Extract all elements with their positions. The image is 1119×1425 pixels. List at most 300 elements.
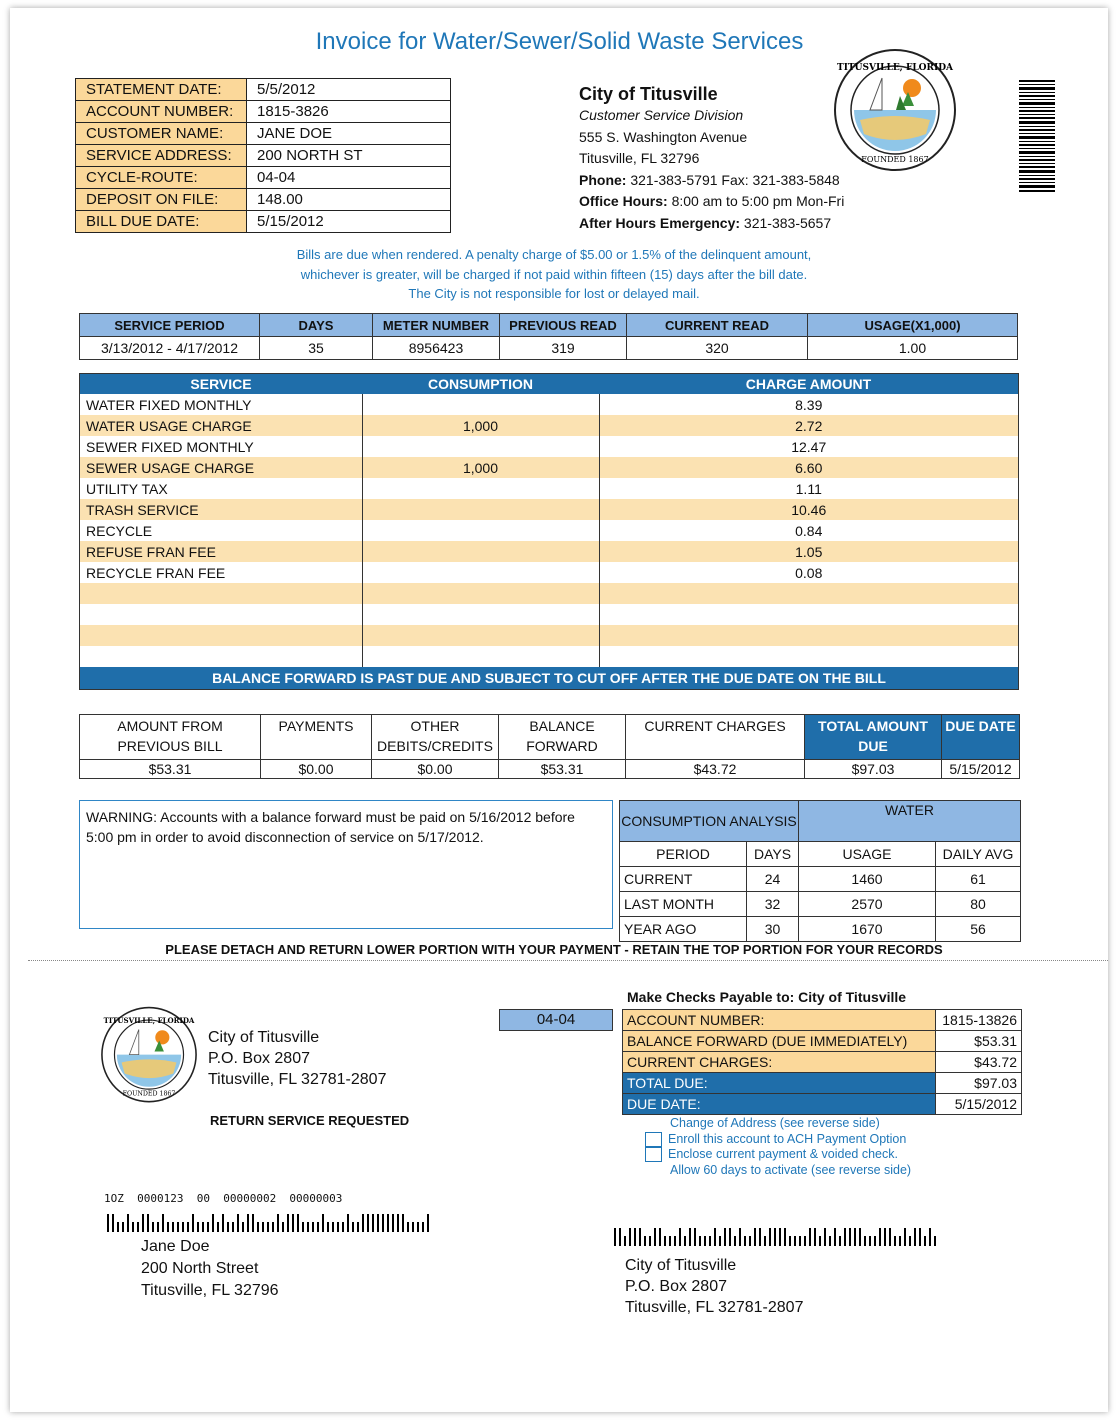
statement-value: 148.00 (247, 189, 451, 211)
service-row (80, 562, 1019, 583)
penalty-notice (0, 245, 1108, 304)
service-name: SEWER FIXED MONTHLY (80, 436, 363, 457)
ach-enroll-label: Enroll this account to ACH Payment Option (668, 1131, 907, 1146)
service-name: WATER USAGE CHARGE (80, 415, 363, 436)
barcode-bar (874, 1236, 876, 1246)
barcode-bar (147, 1214, 149, 1232)
barcode-bar (177, 1222, 179, 1232)
summary-value: $53.31 (80, 760, 261, 779)
consumption-analysis-table (619, 800, 1021, 942)
statement-info-table (75, 78, 451, 233)
pay-label: DUE DATE: (623, 1094, 936, 1115)
summary-header: TOTAL AMOUNT DUE (805, 715, 942, 760)
bill-summary-table (79, 714, 1020, 779)
barcode-bar (162, 1214, 164, 1232)
return-service-requested: RETURN SERVICE REQUESTED (210, 1113, 410, 1128)
col-header: DAYS (747, 842, 799, 867)
consumption-value: 1,000 (362, 457, 599, 478)
barcode-bar (187, 1222, 189, 1232)
barcode-bar (894, 1236, 896, 1246)
summary-value: $0.00 (261, 760, 372, 779)
barcode-bar (814, 1228, 816, 1246)
summary-header: DUE DATE (942, 715, 1020, 760)
barcode-bar (899, 1236, 901, 1246)
summary-header: BALANCE FORWARD (499, 715, 626, 760)
barcode-bar (322, 1214, 324, 1232)
vertical-barcode (1019, 80, 1055, 192)
cell: 8956423 (373, 337, 500, 360)
service-row (80, 436, 1019, 457)
payment-options (645, 1116, 911, 1178)
statement-value: 04-04 (247, 167, 451, 189)
col-header: DAYS (260, 314, 373, 337)
barcode-bar (227, 1222, 229, 1232)
cell: 3/13/2012 - 4/17/2012 (80, 337, 260, 360)
barcode-bar (769, 1228, 771, 1246)
barcode-bar (664, 1236, 666, 1246)
barcode-bar (122, 1222, 124, 1232)
city-address-line1: 555 S. Washington Avenue (579, 128, 748, 145)
barcode-bar (764, 1236, 766, 1246)
barcode-bar (644, 1236, 646, 1246)
barcode-bar (879, 1228, 881, 1246)
summary-value: 5/15/2012 (942, 760, 1020, 779)
barcode-bar (112, 1214, 114, 1232)
consumption-value (362, 625, 599, 646)
customer-address (141, 1236, 279, 1302)
consumption-utility: WATER (799, 801, 1021, 842)
statement-value: 5/5/2012 (247, 79, 451, 101)
service-row (80, 394, 1019, 415)
consumption-value: 1,000 (362, 415, 599, 436)
barcode-bar (749, 1236, 751, 1246)
barcode-bar (884, 1228, 886, 1246)
barcode-bar (367, 1214, 369, 1232)
days-cell: 30 (747, 917, 799, 942)
summary-value: $97.03 (805, 760, 942, 779)
service-name: RECYCLE FRAN FEE (80, 562, 363, 583)
hours-label: Office Hours: (579, 193, 668, 209)
barcode-bar (684, 1236, 686, 1246)
barcode-bar (859, 1228, 861, 1246)
col-header: METER NUMBER (373, 314, 500, 337)
service-row (80, 520, 1019, 541)
barcode-bar (794, 1236, 796, 1246)
barcode-bar (729, 1228, 731, 1246)
barcode-bar (909, 1236, 911, 1246)
charge-amount (599, 625, 1019, 646)
barcode-bar (639, 1228, 641, 1246)
col-header: PREVIOUS READ (500, 314, 627, 337)
col-header: DAILY AVG (936, 842, 1021, 867)
scan-line: 1OZ 0000123 00 00000002 00000003 (104, 1192, 343, 1205)
barcode-bar (362, 1214, 364, 1232)
barcode-bar (809, 1228, 811, 1246)
charge-amount (599, 646, 1019, 667)
barcode-bar (789, 1236, 791, 1246)
city-postal-barcode (614, 1228, 946, 1248)
barcode-bar (242, 1222, 244, 1232)
charge-amount: 6.60 (599, 457, 1019, 478)
consumption-value (362, 436, 599, 457)
cell: 319 (500, 337, 627, 360)
barcode-bar (744, 1236, 746, 1246)
service-row (80, 457, 1019, 478)
charge-amount (599, 604, 1019, 625)
barcode-bar (714, 1228, 716, 1246)
col-header: SERVICE PERIOD (80, 314, 260, 337)
col-header: PERIOD (620, 842, 747, 867)
detach-instruction: PLEASE DETACH AND RETURN LOWER PORTION WITH YOUR PAYMENT - RETAIN THE TOP PORTION FOR YOUR RECORDS (165, 942, 943, 957)
barcode-bar (202, 1222, 204, 1232)
service-period-table (79, 313, 1018, 360)
charge-amount: 10.46 (599, 499, 1019, 520)
barcode-bar (212, 1214, 214, 1232)
barcode-bar (679, 1228, 681, 1246)
barcode-bar (172, 1222, 174, 1232)
customer-line2: Titusville, FL 32796 (141, 1282, 279, 1299)
ach-activate-note: Allow 60 days to activate (see reverse side) (670, 1162, 912, 1177)
barcode-bar (619, 1228, 621, 1246)
summary-header: CURRENT CHARGES (626, 715, 805, 760)
barcode-bar (247, 1214, 249, 1232)
col-header: USAGE (799, 842, 936, 867)
barcode-bar (217, 1222, 219, 1232)
service-row (80, 604, 1019, 625)
pay-value: 1815-13826 (936, 1010, 1022, 1031)
past-due-banner: BALANCE FORWARD IS PAST DUE AND SUBJECT TO CUT OFF AFTER THE DUE DATE ON THE BILL (80, 667, 1019, 690)
pay-label: BALANCE FORWARD (DUE IMMEDIATELY) (623, 1031, 936, 1052)
days-cell: 32 (747, 892, 799, 917)
usage-cell: 2570 (799, 892, 936, 917)
charge-amount: 1.11 (599, 478, 1019, 499)
statement-label: SERVICE ADDRESS: (76, 145, 247, 167)
seal-bottom-text: FOUNDED 1867 (861, 155, 929, 164)
barcode-bar (237, 1214, 239, 1232)
remit-name: City of Titusville (208, 1029, 320, 1046)
barcode-bar (849, 1228, 851, 1246)
barcode-bar (734, 1236, 736, 1246)
service-row (80, 646, 1019, 667)
col-header: CURRENT READ (627, 314, 808, 337)
notice-line: The City is not responsible for lost or delayed mail. (408, 286, 700, 301)
statement-label: STATEMENT DATE: (76, 79, 247, 101)
charge-amount: 0.08 (599, 562, 1019, 583)
barcode-bar (407, 1222, 409, 1232)
barcode-bar (904, 1228, 906, 1246)
charge-amount (599, 583, 1019, 604)
pay-label: ACCOUNT NUMBER: (623, 1010, 936, 1031)
pay-value: $97.03 (936, 1073, 1022, 1094)
barcode-bar (182, 1222, 184, 1232)
avg-cell: 61 (936, 867, 1021, 892)
consumption-value (362, 562, 599, 583)
cell: 320 (627, 337, 808, 360)
charge-amount: 1.05 (599, 541, 1019, 562)
barcode-bar (739, 1228, 741, 1246)
barcode-bar (427, 1214, 429, 1232)
barcode-bar (337, 1222, 339, 1232)
barcode-bar (232, 1222, 234, 1232)
barcode-bar (167, 1222, 169, 1232)
payment-stub-table (622, 1009, 1022, 1115)
barcode-bar (157, 1222, 159, 1232)
service-name: UTILITY TAX (80, 478, 363, 499)
ach-enclose-label: Enclose current payment & voided check. (668, 1147, 898, 1161)
mail-to-address (625, 1255, 803, 1318)
barcode-bar (387, 1214, 389, 1232)
col-header: USAGE(X1,000) (808, 314, 1018, 337)
barcode-bar (137, 1222, 139, 1232)
summary-header: OTHER DEBITS/CREDITS (372, 715, 499, 760)
barcode-bar (839, 1236, 841, 1246)
barcode-bar (704, 1236, 706, 1246)
customer-postal-barcode (107, 1214, 439, 1234)
cell: 1.00 (808, 337, 1018, 360)
seal-top-text: TITUSVILLE, FLORIDA (103, 1016, 195, 1026)
remit-address (208, 1027, 386, 1090)
barcode-bar (402, 1214, 404, 1232)
city-division: Customer Service Division (579, 107, 744, 123)
barcode-bar (287, 1214, 289, 1232)
barcode-bar (107, 1214, 109, 1232)
usage-cell: 1670 (799, 917, 936, 942)
barcode-bar (412, 1222, 414, 1232)
service-rows (80, 394, 1019, 667)
service-name: TRASH SERVICE (80, 499, 363, 520)
service-name: RECYCLE (80, 520, 363, 541)
barcode-bar (624, 1236, 626, 1246)
barcode-bar (327, 1222, 329, 1232)
barcode-bar (689, 1228, 691, 1246)
barcode-bar (422, 1222, 424, 1232)
notice-line: Bills are due when rendered. A penalty charge of $5.00 or 1.5% of the delinquent amount, (296, 247, 812, 262)
charge-amount: 12.47 (599, 436, 1019, 457)
barcode-bar (854, 1228, 856, 1246)
barcode-bar (669, 1236, 671, 1246)
barcode-bar (649, 1236, 651, 1246)
barcode-bar (659, 1228, 661, 1246)
barcode-bar (372, 1214, 374, 1232)
barcode-bar (292, 1214, 294, 1232)
consumption-title: CONSUMPTION ANALYSIS (620, 801, 799, 842)
invoice-title: Invoice for Water/Sewer/Solid Waste Services (315, 28, 804, 55)
barcode-bar (397, 1214, 399, 1232)
barcode-bar (829, 1236, 831, 1246)
barcode-bar (347, 1214, 349, 1232)
barcode-bar (377, 1214, 379, 1232)
seal-bottom-text: FOUNDED 1867 (122, 1090, 176, 1098)
pay-value: $53.31 (936, 1031, 1022, 1052)
cell: 35 (260, 337, 373, 360)
barcode-bar (629, 1228, 631, 1246)
barcode-bar (132, 1222, 134, 1232)
col-header: CHARGE AMOUNT (599, 374, 1019, 395)
barcode-bar (392, 1214, 394, 1232)
barcode-bar (272, 1222, 274, 1232)
consumption-value (362, 646, 599, 667)
pay-label: TOTAL DUE: (623, 1073, 936, 1094)
barcode-bar (784, 1228, 786, 1246)
service-row (80, 625, 1019, 646)
barcode-bar (282, 1222, 284, 1232)
service-name (80, 604, 363, 625)
consumption-value (362, 604, 599, 625)
barcode-bar (357, 1222, 359, 1232)
usage-cell: 1460 (799, 867, 936, 892)
barcode-bar (307, 1222, 309, 1232)
barcode-bar (302, 1222, 304, 1232)
barcode-bar (634, 1228, 636, 1246)
statement-label: CYCLE-ROUTE: (76, 167, 247, 189)
change-address-checkbox[interactable] (645, 1132, 662, 1147)
barcode-bar (924, 1236, 926, 1246)
cycle-route-box: 04-04 (499, 1009, 613, 1031)
tear-line (28, 960, 1108, 961)
barcode-bar (222, 1214, 224, 1232)
barcode-bar (799, 1236, 801, 1246)
service-row (80, 583, 1019, 604)
remit-line2: Titusville, FL 32781-2807 (208, 1071, 387, 1088)
statement-label: DEPOSIT ON FILE: (76, 189, 247, 211)
customer-name: Jane Doe (141, 1238, 210, 1255)
summary-value: $53.31 (499, 760, 626, 779)
mail-to-line2: Titusville, FL 32781-2807 (625, 1299, 804, 1316)
barcode-bar (127, 1214, 129, 1232)
charge-amount: 0.84 (599, 520, 1019, 541)
seal-top-text: TITUSVILLE, FLORIDA (837, 63, 953, 73)
summary-value: $0.00 (372, 760, 499, 779)
barcode-bar (317, 1222, 319, 1232)
service-row (80, 541, 1019, 562)
barcode-bar (759, 1228, 761, 1246)
phone-label: Phone: (579, 171, 627, 188)
barcode-bar (864, 1236, 866, 1246)
service-name (80, 583, 363, 604)
service-name: REFUSE FRAN FEE (80, 541, 363, 562)
barcode-bar (382, 1214, 384, 1232)
period-cell: LAST MONTH (620, 892, 747, 917)
consumption-value (362, 520, 599, 541)
service-row (80, 478, 1019, 499)
barcode-bar (699, 1236, 701, 1246)
consumption-value (362, 541, 599, 562)
barcode-bar (197, 1222, 199, 1232)
barcode-bar (192, 1214, 194, 1232)
service-charges-table (79, 373, 1019, 690)
barcode-bar (332, 1222, 334, 1232)
city-seal-logo-small (98, 1005, 200, 1105)
statement-value: 200 NORTH ST (247, 145, 451, 167)
mail-to-line1: P.O. Box 2807 (625, 1278, 727, 1295)
statement-label: BILL DUE DATE: (76, 211, 247, 233)
service-name: SEWER USAGE CHARGE (80, 457, 363, 478)
barcode-bar (919, 1228, 921, 1246)
avg-cell: 80 (936, 892, 1021, 917)
consumption-value (362, 583, 599, 604)
notice-line: whichever is greater, will be charged if not paid within fifteen (15) days after the bill date. (300, 266, 808, 282)
barcode-bar (724, 1228, 726, 1246)
period-cell: YEAR AGO (620, 917, 747, 942)
charge-amount: 8.39 (599, 394, 1019, 415)
ach-enroll-checkbox[interactable] (645, 1147, 662, 1162)
customer-line1: 200 North Street (141, 1260, 259, 1277)
city-info (579, 83, 844, 234)
barcode-bar (654, 1228, 656, 1246)
barcode-bar (277, 1214, 279, 1232)
pay-label: CURRENT CHARGES: (623, 1052, 936, 1073)
barcode-bar (252, 1214, 254, 1232)
barcode-bar (152, 1222, 154, 1232)
statement-label: ACCOUNT NUMBER: (76, 101, 247, 123)
service-name: WATER FIXED MONTHLY (80, 394, 363, 415)
remit-line1: P.O. Box 2807 (208, 1050, 310, 1067)
barcode-bar (834, 1228, 836, 1246)
col-header: CONSUMPTION (362, 374, 599, 395)
barcode-graphic (1019, 80, 1055, 192)
office-hours: 8:00 am to 5:00 pm Mon-Fri (667, 193, 845, 209)
statement-value: 1815-3826 (247, 101, 451, 123)
barcode-bar (929, 1228, 931, 1246)
consumption-value (362, 478, 599, 499)
barcode-bar (417, 1222, 419, 1232)
barcode-bar (614, 1228, 616, 1246)
change-address-note: Change of Address (see reverse side) (670, 1116, 880, 1130)
barcode-bar (774, 1228, 776, 1246)
barcode-bar (207, 1222, 209, 1232)
make-checks-payable: Make Checks Payable to: City of Titusville (627, 989, 907, 1005)
service-row (80, 415, 1019, 436)
barcode-bar (142, 1214, 144, 1232)
barcode-bar (819, 1236, 821, 1246)
barcode-bar (709, 1236, 711, 1246)
emergency-phone: 321-383-5657 (740, 214, 832, 231)
days-cell: 24 (747, 867, 799, 892)
consumption-value (362, 394, 599, 415)
pay-value: 5/15/2012 (936, 1094, 1022, 1115)
pay-value: $43.72 (936, 1052, 1022, 1073)
summary-header: PAYMENTS (261, 715, 372, 760)
city-name: City of Titusville (579, 84, 718, 104)
barcode-bar (934, 1236, 936, 1246)
statement-label: CUSTOMER NAME: (76, 123, 247, 145)
barcode-bar (342, 1222, 344, 1232)
summary-value: $43.72 (626, 760, 805, 779)
col-header: SERVICE (80, 374, 363, 395)
mail-to-name: City of Titusville (625, 1257, 737, 1274)
avg-cell: 56 (936, 917, 1021, 942)
charge-amount: 2.72 (599, 415, 1019, 436)
service-name (80, 646, 363, 667)
emergency-label: After Hours Emergency: (579, 214, 741, 231)
barcode-bar (312, 1222, 314, 1232)
barcode-bar (297, 1214, 299, 1232)
barcode-bar (719, 1236, 721, 1246)
barcode-bar (352, 1222, 354, 1232)
city-seal-logo (830, 48, 960, 173)
summary-header: AMOUNT FROM PREVIOUS BILL (80, 715, 261, 760)
consumption-value (362, 499, 599, 520)
barcode-bar (804, 1236, 806, 1246)
barcode-bar (844, 1228, 846, 1246)
disconnection-warning: WARNING: Accounts with a balance forward must be paid on 5/16/2012 before 5:00 pm in order to avoid disconnection of service on 5/17/2012. (79, 800, 613, 929)
barcode-bar (889, 1228, 891, 1246)
phone-fax: 321-383-5791 Fax: 321-383-5848 (626, 171, 840, 188)
barcode-bar (869, 1236, 871, 1246)
barcode-bar (914, 1228, 916, 1246)
barcode-bar (267, 1222, 269, 1232)
barcode-bar (674, 1236, 676, 1246)
